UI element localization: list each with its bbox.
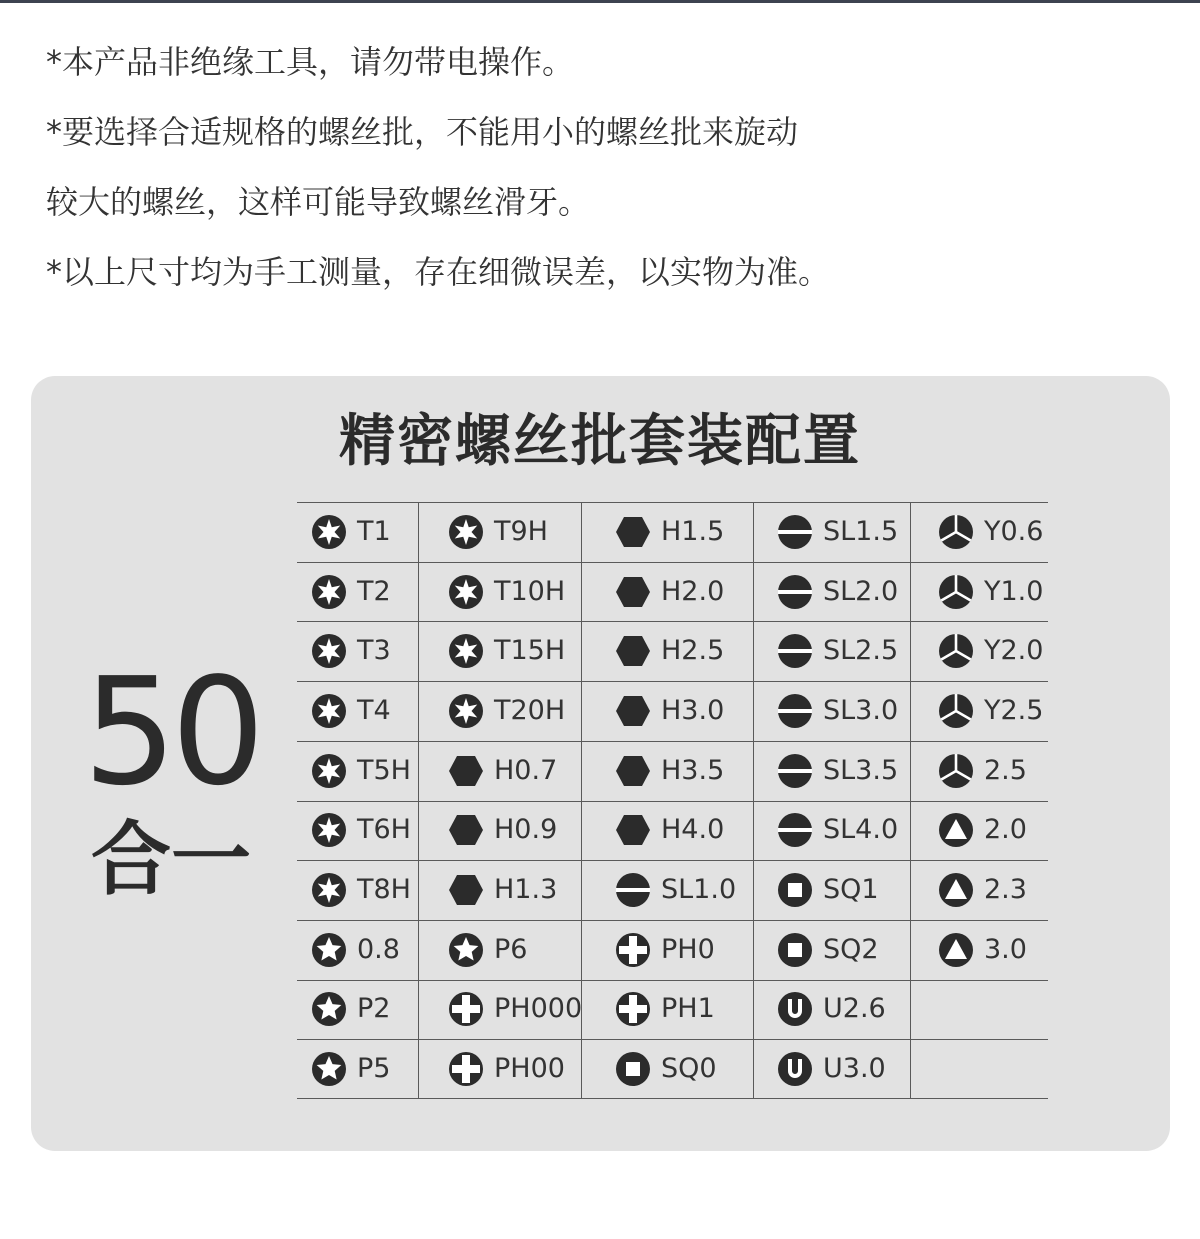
bit-table	[297, 502, 1048, 1099]
tri-wing-icon	[938, 753, 974, 789]
torx-icon	[448, 693, 484, 729]
piece-count-suffix: 合一	[91, 813, 251, 906]
bit-label: U3.0	[823, 1053, 886, 1084]
bit-cell	[777, 875, 879, 905]
bit-cell	[615, 994, 715, 1024]
square-icon	[777, 932, 813, 968]
bit-label: SL1.0	[661, 874, 737, 905]
table-row-divider	[297, 1039, 1048, 1040]
bit-cell	[311, 994, 390, 1024]
bit-cell	[311, 875, 411, 905]
bit-label: SQ0	[661, 1053, 717, 1084]
bit-cell	[448, 935, 527, 965]
bit-cell	[311, 517, 391, 547]
bit-label: PH1	[661, 993, 715, 1024]
bit-label: H1.5	[661, 516, 725, 547]
bit-cell	[777, 994, 886, 1024]
bit-label: SL2.0	[823, 576, 899, 607]
bit-label: SQ1	[823, 874, 879, 905]
bit-cell	[938, 517, 1043, 547]
bit-label: T10H	[494, 576, 566, 607]
slotted-icon	[777, 514, 813, 550]
bit-cell	[311, 696, 391, 726]
pentalobe-icon	[311, 991, 347, 1027]
torx-icon	[448, 574, 484, 610]
tri-wing-icon	[938, 514, 974, 550]
bit-cell	[615, 636, 724, 666]
triangle-icon	[938, 932, 974, 968]
square-icon	[777, 872, 813, 908]
torx-icon	[311, 872, 347, 908]
table-row-divider	[297, 980, 1048, 981]
bit-label: T5H	[357, 755, 411, 786]
pentalobe-icon	[448, 932, 484, 968]
bit-label: P5	[357, 1053, 391, 1084]
bit-cell	[938, 875, 1027, 905]
bit-cell	[311, 815, 411, 845]
bit-cell	[311, 935, 400, 965]
torx-icon	[311, 574, 347, 610]
table-row-divider	[297, 741, 1048, 742]
bit-label: P2	[357, 993, 391, 1024]
bit-cell	[448, 875, 557, 905]
note-line: *要选择合适规格的螺丝批，不能用小的螺丝批来旋动	[46, 113, 799, 151]
bit-cell	[938, 815, 1027, 845]
bit-label: 3.0	[984, 934, 1027, 965]
square-icon	[615, 1051, 651, 1087]
bit-label: H3.5	[661, 755, 725, 786]
torx-icon	[448, 633, 484, 669]
hex-icon	[615, 753, 651, 789]
table-row-divider	[297, 621, 1048, 622]
table-row-divider	[297, 920, 1048, 921]
bit-label: H2.0	[661, 576, 725, 607]
table-row-divider	[297, 860, 1048, 861]
hex-icon	[448, 872, 484, 908]
bit-label: H3.0	[661, 695, 725, 726]
slotted-icon	[777, 633, 813, 669]
bit-cell	[615, 1054, 717, 1084]
bit-cell	[448, 636, 565, 666]
slotted-icon	[777, 812, 813, 848]
bit-label: SL3.5	[823, 755, 899, 786]
torx-icon	[311, 753, 347, 789]
bit-cell	[448, 517, 548, 547]
bit-cell	[938, 756, 1027, 786]
panel-title: 精密螺丝批套装配置	[339, 409, 861, 474]
bit-cell	[615, 875, 736, 905]
bit-label: PH0	[661, 934, 715, 965]
bit-label: T3	[357, 635, 391, 666]
bit-cell	[448, 577, 565, 607]
bit-cell	[448, 1054, 565, 1084]
bit-cell	[938, 577, 1043, 607]
tri-wing-icon	[938, 633, 974, 669]
slotted-icon	[777, 753, 813, 789]
torx-icon	[311, 633, 347, 669]
bit-label: U2.6	[823, 993, 886, 1024]
hex-icon	[448, 753, 484, 789]
bit-label: SL2.5	[823, 635, 899, 666]
bit-label: T4	[357, 695, 391, 726]
pentalobe-icon	[311, 932, 347, 968]
note-line: *以上尺寸均为手工测量，存在细微误差，以实物为准。	[46, 253, 831, 291]
u-shape-icon	[777, 991, 813, 1027]
tri-wing-icon	[938, 574, 974, 610]
bit-cell	[777, 756, 898, 786]
table-column-divider	[418, 502, 419, 1099]
bit-label: Y2.5	[984, 695, 1044, 726]
table-column-divider	[753, 502, 754, 1099]
bit-cell	[777, 517, 898, 547]
bit-label: H0.7	[494, 755, 558, 786]
bit-label: P6	[494, 934, 528, 965]
bit-cell	[615, 577, 724, 607]
bit-cell	[448, 756, 557, 786]
phillips-icon	[448, 1051, 484, 1087]
bit-label: 2.3	[984, 874, 1027, 905]
bit-cell	[938, 935, 1027, 965]
bit-label: SL1.5	[823, 516, 899, 547]
bit-label: H1.3	[494, 874, 558, 905]
bit-label: H2.5	[661, 635, 725, 666]
bit-label: T8H	[357, 874, 411, 905]
tri-wing-icon	[938, 693, 974, 729]
bit-label: Y2.0	[984, 635, 1044, 666]
bit-label: T1	[357, 516, 391, 547]
table-column-divider	[910, 502, 911, 1099]
bit-cell	[615, 517, 724, 547]
bit-cell	[777, 815, 898, 845]
phillips-icon	[615, 932, 651, 968]
bit-cell	[311, 636, 391, 666]
bit-label: T20H	[494, 695, 566, 726]
hex-icon	[615, 514, 651, 550]
bit-label: H4.0	[661, 814, 725, 845]
triangle-icon	[938, 872, 974, 908]
bit-label: T6H	[357, 814, 411, 845]
bit-cell	[777, 696, 898, 726]
hex-icon	[615, 693, 651, 729]
bit-cell	[615, 756, 724, 786]
bit-label: 0.8	[357, 934, 400, 965]
bit-label: T15H	[494, 635, 566, 666]
bit-label: PH000	[494, 993, 583, 1024]
bit-label: Y0.6	[984, 516, 1044, 547]
bit-label: T2	[357, 576, 391, 607]
table-row-divider	[297, 681, 1048, 682]
bit-cell	[311, 1054, 390, 1084]
bit-label: 2.0	[984, 814, 1027, 845]
note-line: *本产品非绝缘工具，请勿带电操作。	[46, 43, 575, 81]
torx-icon	[311, 693, 347, 729]
bit-label: SQ2	[823, 934, 879, 965]
bit-cell	[448, 994, 582, 1024]
bit-cell	[311, 756, 411, 786]
bit-cell	[615, 815, 724, 845]
bit-cell	[311, 577, 391, 607]
triangle-icon	[938, 812, 974, 848]
bit-cell	[777, 1054, 886, 1084]
bit-cell	[777, 935, 879, 965]
bit-cell	[448, 815, 557, 845]
torx-icon	[448, 514, 484, 550]
table-row-divider	[297, 502, 1048, 503]
u-shape-icon	[777, 1051, 813, 1087]
bit-cell	[615, 696, 724, 726]
table-row-divider	[297, 1098, 1048, 1099]
bit-cell	[938, 636, 1043, 666]
bit-label: PH00	[494, 1053, 565, 1084]
bit-label: T9H	[494, 516, 548, 547]
hex-icon	[448, 812, 484, 848]
note-line: 较大的螺丝，这样可能导致螺丝滑牙。	[46, 183, 591, 221]
torx-icon	[311, 514, 347, 550]
slotted-icon	[615, 872, 651, 908]
hex-icon	[615, 574, 651, 610]
torx-icon	[311, 812, 347, 848]
table-row-divider	[297, 801, 1048, 802]
pentalobe-icon	[311, 1051, 347, 1087]
phillips-icon	[615, 991, 651, 1027]
top-divider	[0, 0, 1200, 3]
bit-cell	[448, 696, 565, 726]
slotted-icon	[777, 693, 813, 729]
bit-cell	[777, 636, 898, 666]
bit-label: H0.9	[494, 814, 558, 845]
piece-count: 50	[82, 646, 260, 818]
usage-notes	[46, 43, 1156, 326]
hex-icon	[615, 633, 651, 669]
bit-label: 2.5	[984, 755, 1027, 786]
phillips-icon	[448, 991, 484, 1027]
bit-label: Y1.0	[984, 576, 1044, 607]
bit-label: SL3.0	[823, 695, 899, 726]
slotted-icon	[777, 574, 813, 610]
table-row-divider	[297, 562, 1048, 563]
hex-icon	[615, 812, 651, 848]
bit-cell	[938, 696, 1043, 726]
bit-cell	[777, 577, 898, 607]
bit-cell	[615, 935, 715, 965]
bit-label: SL4.0	[823, 814, 899, 845]
